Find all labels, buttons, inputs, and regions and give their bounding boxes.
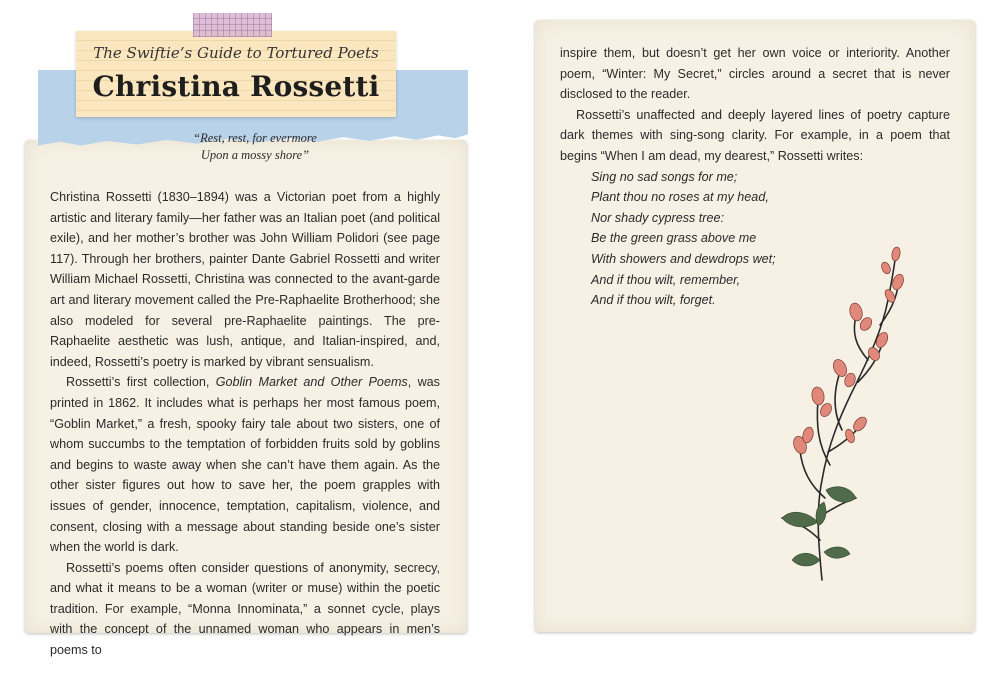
flower-sprig-icon [770,240,920,590]
left-page-body [50,187,440,661]
epigraph-line: “Rest, rest, for evermore [193,131,317,145]
poem-line: With showers and dewdrops wet; [591,251,776,266]
body-paragraph: inspire them, but doesn’t get her own voice or interiority. Another poem, “Winter: My Secret,” circles around a secret that is never disclosed to the reader. [560,46,950,102]
body-paragraph: Rossetti’s unaffected and deeply layered lines of poetry capture dark themes with sing-song clarity. For example, in a poem that begins “When I am dead, my dearest,” Rossetti writes: [560,107,950,163]
poem-line: Sing no sad songs for me; [591,169,738,184]
poem-line: And if thou wilt, forget. [591,293,716,308]
poem-line: And if thou wilt, remember, [591,272,741,287]
body-paragraph: Christina Rossetti (1830–1894) was a Victorian poet from a highly artistic and literary family—her father was an Italian poet (and political exile), and her mother’s brother was John William Polidori (see page 117). Through her brothers, painter Dante Gabriel Rossetti and writer William Michael Rossetti, Christina was connected to the avant-garde art and literary movement called the Pre-Raphaelite Brotherhood; she also modeled for several pre-Raphaelite paintings. The pre-Raphaelite aesthetic was lush, antique, and Italian-inspired, and, indeed, Rossetti’s poetry is marked by vibrant sensualism. [50,190,440,369]
body-paragraph: Rossetti’s poems often consider questions of anonymity, secrecy, and what it means to be a woman (writer or muse) within the poetic tradition. For example, “Monna Innominata,” a sonnet cycle, plays with the concept of the unnamed woman who appears in men’s poems to [50,560,440,658]
epigraph-line: Upon a mossy shore” [200,148,310,162]
washi-tape [193,13,272,37]
body-paragraph: Rossetti’s first collection, Goblin Market and Other Poems, was printed in 1862. It includes what is perhaps her most famous poem, “Goblin Market,” a fresh, spooky fairy tale about two sisters, one of whom succumbs to the temptation of forbidden fruits sold by goblins and begins to waste away when she can’t have them again. As the other sister figures out how to save her, the poem grapples with issues of gender, innocence, temptation, capitalism, violence, and consent, closing with a message about standing beside one’s sister when the world is dark. [50,375,440,555]
poem-line: Plant thou no roses at my head, [591,190,769,205]
book-title: Goblin Market and Other Poems [215,375,408,390]
page-title: Christina Rossetti [92,70,380,103]
poem-line: Nor shady cypress tree: [591,210,724,225]
series-title: The Swiftie’s Guide to Tortured Poets [93,44,379,62]
epigraph [130,130,380,164]
poem-line: Be the green grass above me [591,231,757,246]
